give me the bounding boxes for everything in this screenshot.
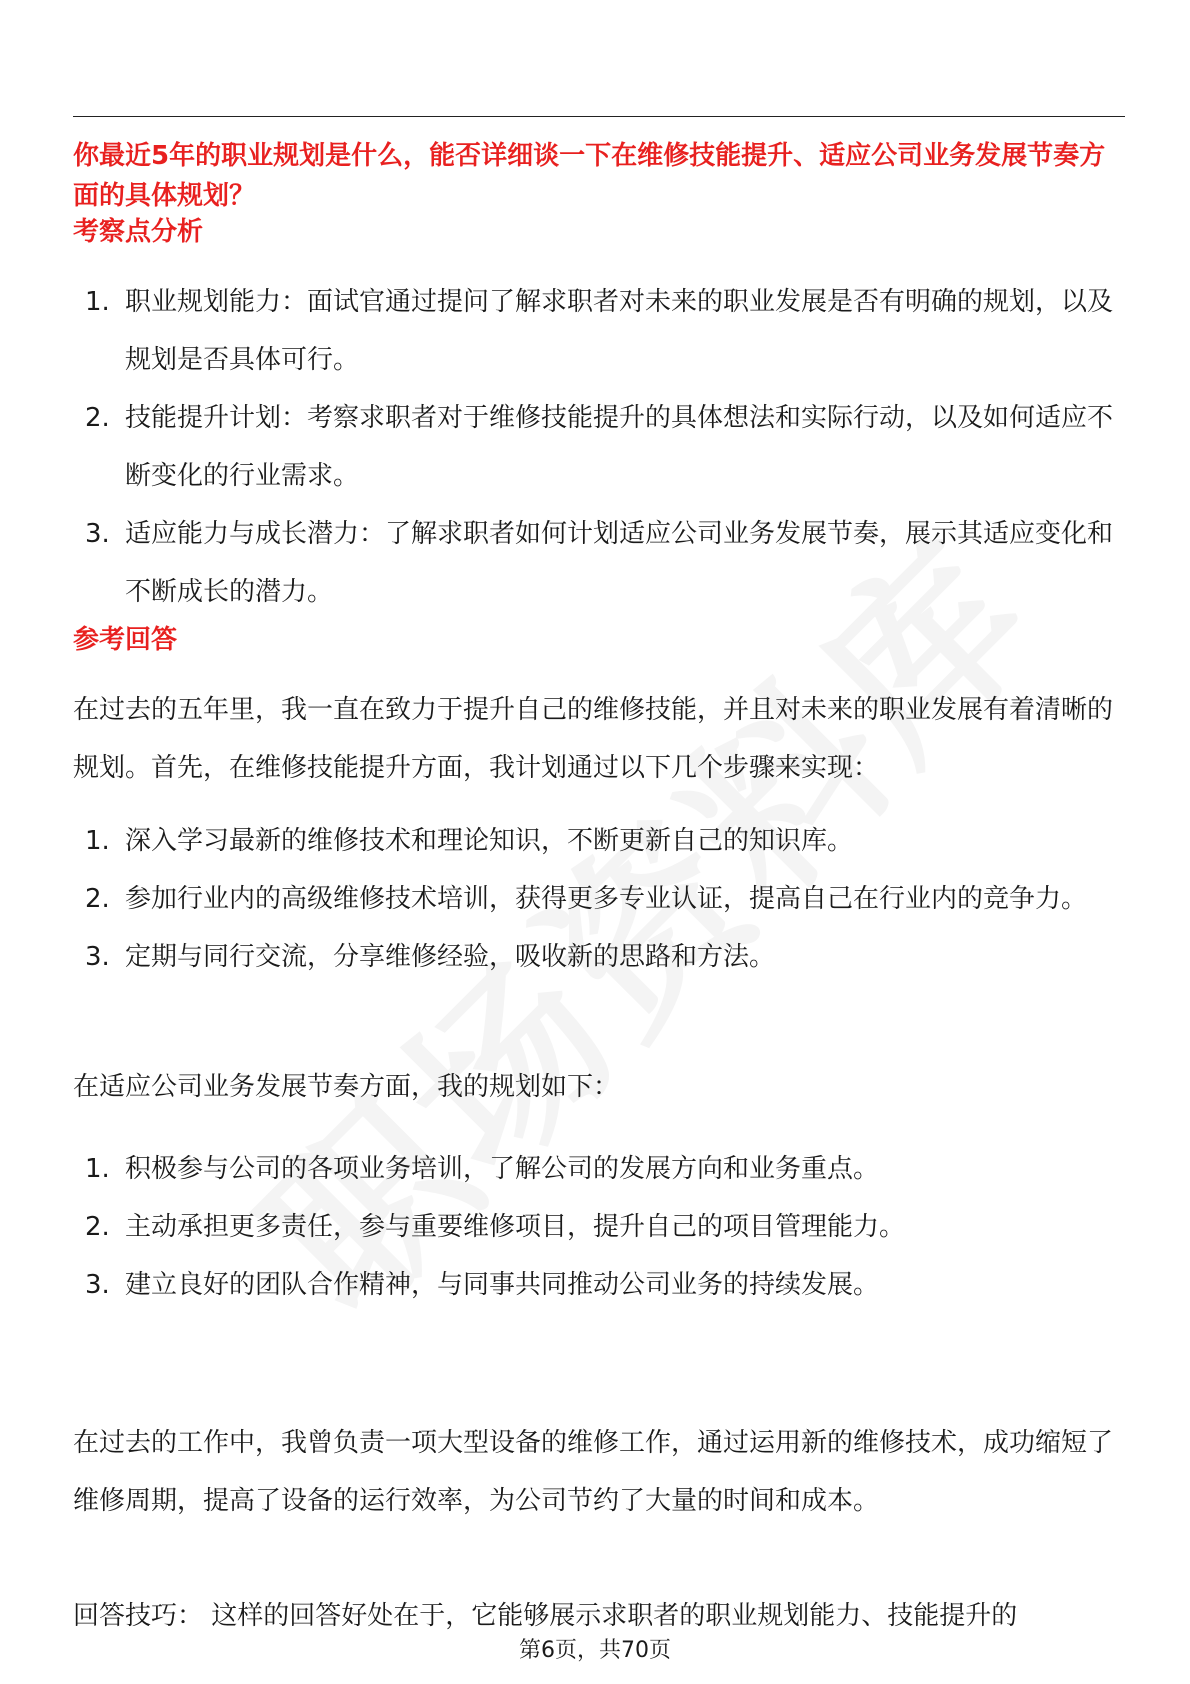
list-item (73, 1256, 1125, 1314)
list-item (73, 812, 1125, 870)
list-number: 3. (85, 519, 110, 549)
list-item (73, 389, 1125, 505)
list-text: 参加行业内的高级维修技术培训，获得更多专业认证，提高自己在行业内的竞争力。 (125, 884, 1088, 914)
answer-heading: 参考回答 (73, 625, 178, 655)
list-number: 1. (85, 287, 110, 317)
list-item (73, 870, 1125, 928)
list-number: 3. (85, 942, 110, 972)
list-text: 建立良好的团队合作精神，与同事共同推动公司业务的持续发展。 (125, 1270, 880, 1300)
list-text: 积极参与公司的各项业务培训，了解公司的发展方向和业务重点。 (125, 1154, 880, 1184)
list-number: 3. (85, 1270, 110, 1300)
adapt-list (73, 1140, 1125, 1314)
experience-paragraph: 在过去的工作中，我曾负责一项大型设备的维修工作，通过运用新的维修技术，成功缩短了维修周期，提高了设备的运行效率，为公司节约了大量的时间和成本。 (73, 1428, 1114, 1516)
list-text: 适应能力与成长潜力：了解求职者如何计划适应公司业务发展节奏，展示其适应变化和不断成长的潜力。 (125, 519, 1114, 607)
list-text: 主动承担更多责任，参与重要维修项目，提升自己的项目管理能力。 (125, 1212, 906, 1242)
list-text: 深入学习最新的维修技术和理论知识，不断更新自己的知识库。 (125, 826, 854, 856)
list-item (73, 273, 1125, 389)
page-footer: 第6页，共70页 (519, 1638, 671, 1663)
header-rule (73, 116, 1125, 117)
list-text: 职业规划能力：面试官通过提问了解求职者对未来的职业发展是否有明确的规划，以及规划是否具体可行。 (125, 287, 1114, 375)
analysis-heading: 考察点分析 (73, 217, 204, 247)
list-text: 技能提升计划：考察求职者对于维修技能提升的具体想法和实际行动，以及如何适应不断变化的行业需求。 (125, 403, 1114, 491)
list-number: 2. (85, 403, 110, 433)
answer-intro: 在过去的五年里，我一直在致力于提升自己的维修技能，并且对未来的职业发展有着清晰的规划。首先，在维修技能提升方面，我计划通过以下几个步骤来实现： (73, 695, 1114, 783)
list-number: 1. (85, 826, 110, 856)
question-title: 你最近5年的职业规划是什么，能否详细谈一下在维修技能提升、适应公司业务发展节奏方面的具体规划？ (73, 141, 1106, 211)
list-item (73, 1198, 1125, 1256)
list-item (73, 505, 1125, 621)
answer-tips: 回答技巧： 这样的回答好处在于，它能够展示求职者的职业规划能力、技能提升的 (73, 1601, 1018, 1631)
list-number: 2. (85, 1212, 110, 1242)
list-number: 2. (85, 884, 110, 914)
adapt-intro: 在适应公司业务发展节奏方面，我的规划如下： (73, 1072, 620, 1102)
analysis-list (73, 273, 1125, 621)
list-text: 定期与同行交流，分享维修经验，吸收新的思路和方法。 (125, 942, 776, 972)
list-item (73, 928, 1125, 986)
list-number: 1. (85, 1154, 110, 1184)
list-item (73, 1140, 1125, 1198)
skill-list (73, 812, 1125, 986)
